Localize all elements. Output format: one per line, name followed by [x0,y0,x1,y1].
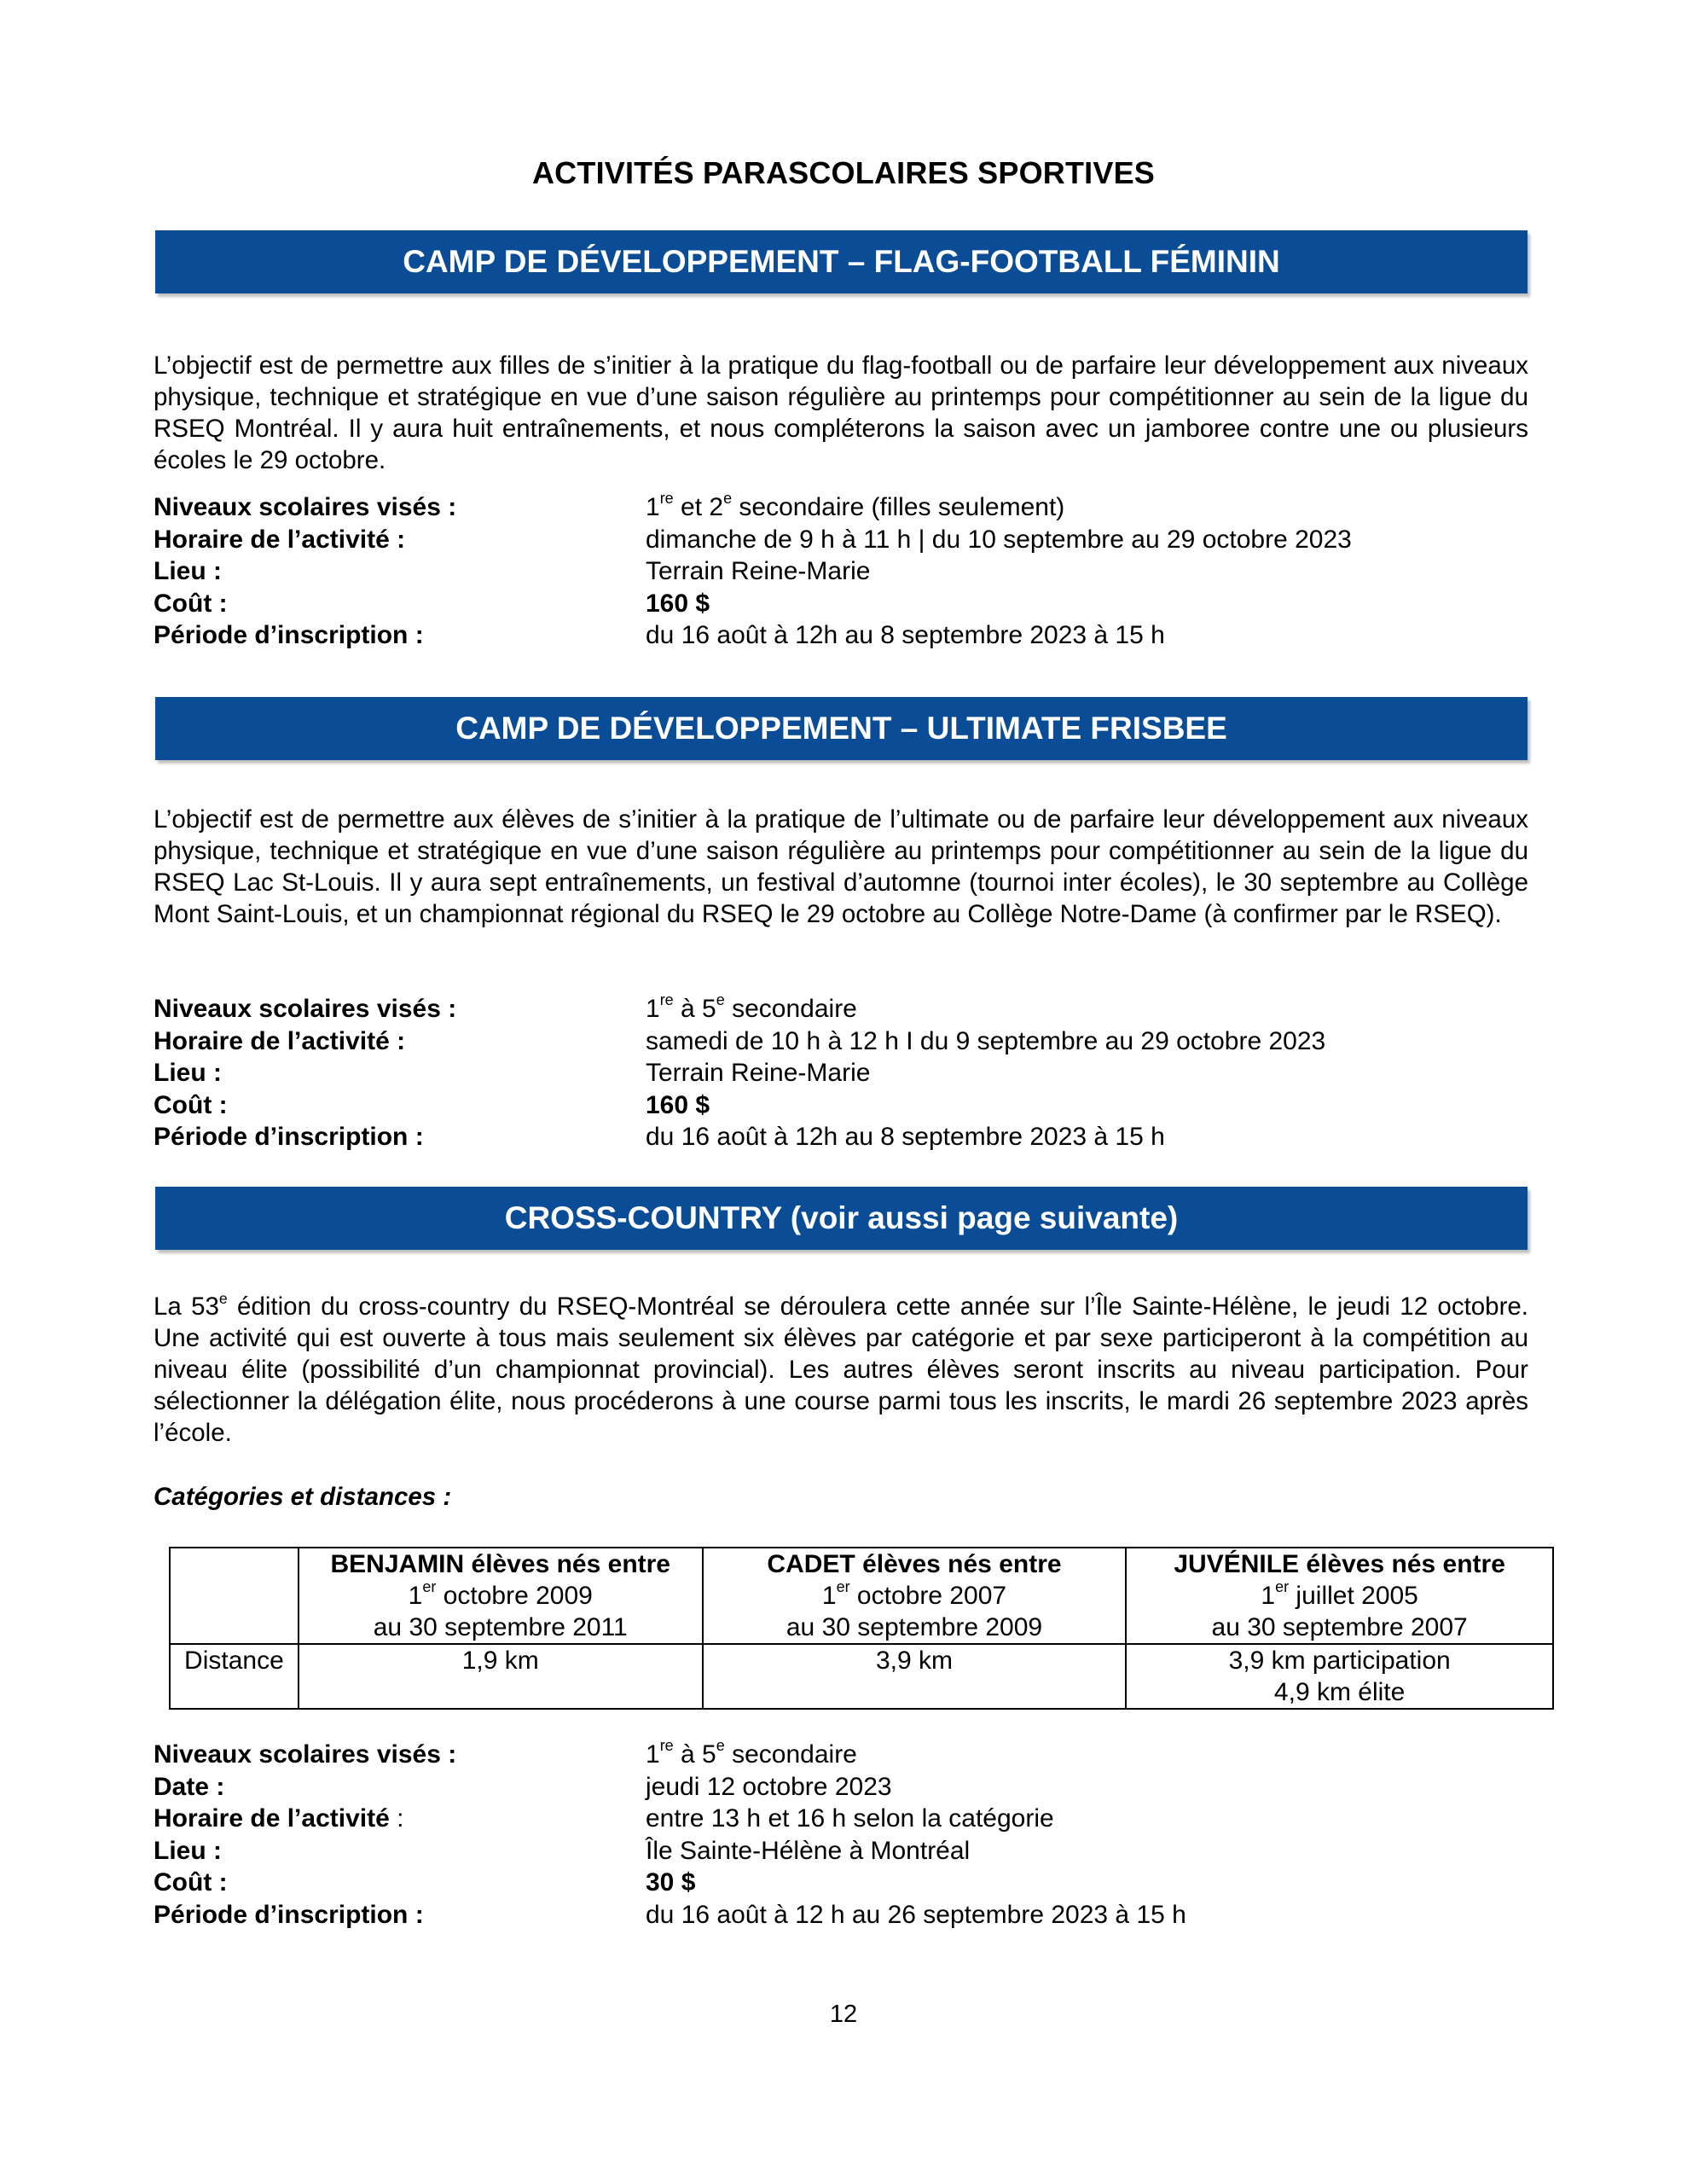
table-header-juvenile: JUVÉNILE élèves nés entre 1er juillet 2005 au 30 septembre 2007 [1126,1548,1553,1644]
detail-row-registration [154,1121,1528,1153]
detail-row-registration [154,1899,1528,1931]
table-cell-benjamin-distance: 1,9 km [299,1644,703,1709]
section-description: L’objectif est de permettre aux élèves de s’initier à la pratique de l’ultimate ou de parfaire leur développement aux niveaux physique, technique et stratégique en vue d’une saison régulière au printemps pour compétitionner au sein de la ligue du RSEQ Lac St-Louis. Il y aura sept entraînements, un festival d’automne (tournoi inter écoles), le 30 septembre au Collège Mont Saint-Louis, et un championnat régional du RSEQ le 29 octobre au Collège Notre-Dame (à confirmer par le RSEQ). [154,805,1528,928]
detail-label: Horaire de l’activité : [154,1804,404,1833]
detail-row-levels [154,491,1528,524]
section-heading: CAMP DE DÉVELOPPEMENT – ULTIMATE FRISBEE [455,711,1227,746]
page-number: 12 [829,2001,858,2028]
detail-value: 160 $ [646,589,710,618]
section-banner-ultimate-frisbee [155,697,1528,760]
table-header-benjamin: BENJAMIN élèves nés entre 1er octobre 2009 au 30 septembre 2011 [299,1548,703,1644]
detail-row-location [154,1057,1528,1089]
table-cell-juvenile-distance: 3,9 km participation 4,9 km élite [1126,1644,1553,1709]
detail-row-date [154,1771,1528,1804]
detail-value: 160 $ [646,1090,710,1119]
details-list-flag-football [154,491,1528,652]
table-cell-distance-label: Distance [170,1644,299,1709]
detail-value: 30 $ [646,1868,696,1896]
detail-value: 1re à 5e secondaire [646,1737,857,1769]
detail-value: Terrain Reine-Marie [646,557,871,585]
detail-value: samedi de 10 h à 12 h I du 9 septembre au 29 octobre 2023 [646,1026,1326,1055]
detail-value: 1re à 5e secondaire [646,991,857,1023]
detail-row-location [154,1835,1528,1867]
detail-label: Lieu : [154,1836,222,1865]
detail-label: Coût : [154,1868,228,1896]
table-header-cadet: CADET élèves nés entre 1er octobre 2007 au 30 septembre 2009 [703,1548,1127,1644]
table-cell-empty [170,1548,299,1644]
categories-table [169,1547,1554,1710]
detail-row-cost [154,1089,1528,1122]
detail-row-cost [154,588,1528,620]
categories-heading: Catégories et distances : [154,1483,452,1511]
section-heading: CAMP DE DÉVELOPPEMENT – FLAG-FOOTBALL FÉMININ [403,244,1280,279]
detail-label: Horaire de l’activité : [154,1026,406,1055]
detail-value: 1re et 2e secondaire (filles seulement) [646,490,1065,521]
detail-label: Niveaux scolaires visés : [154,995,457,1023]
details-list-cross-country [154,1739,1528,1931]
detail-label: Horaire de l’activité : [154,525,406,554]
detail-label: Lieu : [154,1059,222,1087]
section-banner-flag-football [155,230,1528,293]
detail-value: Terrain Reine-Marie [646,1059,871,1087]
section-description: L’objectif est de permettre aux filles de s’initier à la pratique du flag-football ou de parfaire leur développement aux niveaux physique, technique et stratégique en vue d’une saison régulière au printemps pour compétitionner au sein de la ligue du RSEQ Montréal. Il y aura huit entraînements, et nous compléterons la saison avec un jamboree contre une ou plusieurs écoles le 29 octobre. [154,351,1528,474]
detail-label: Coût : [154,589,228,618]
detail-row-levels [154,993,1528,1025]
detail-label: Niveaux scolaires visés : [154,1740,457,1769]
detail-value: du 16 août à 12h au 8 septembre 2023 à 15 h [646,621,1165,649]
detail-label: Période d’inscription : [154,621,424,649]
detail-value: Île Sainte-Hélène à Montréal [646,1836,971,1865]
detail-value: du 16 août à 12h au 8 septembre 2023 à 15 h [646,1123,1165,1151]
detail-value: entre 13 h et 16 h selon la catégorie [646,1804,1054,1833]
detail-row-registration [154,619,1528,652]
detail-row-location [154,555,1528,588]
table-row [170,1644,1553,1709]
detail-value: dimanche de 9 h à 11 h | du 10 septembre au 29 octobre 2023 [646,525,1352,554]
table-cell-cadet-distance: 3,9 km [703,1644,1127,1709]
detail-row-schedule [154,524,1528,556]
section-description: La 53e édition du cross-country du RSEQ-Montréal se déroulera cette année sur l’Île Sainte-Hélène, le jeudi 12 octobre. Une activité qui est ouverte à tous mais seulement six élèves par catégorie et par sexe participeront à la compétition au niveau élite (possibilité d’un championnat provincial). Les autres élèves seront inscrits au niveau participation. Pour sélectionner la délégation élite, nous procéderons à une course parmi tous les inscrits, le mardi 26 septembre 2023 après l’école. [154,1289,1528,1447]
detail-row-levels [154,1739,1528,1771]
detail-row-schedule [154,1025,1528,1058]
detail-label: Lieu : [154,557,222,585]
detail-label: Période d’inscription : [154,1123,424,1151]
section-banner-cross-country [155,1187,1528,1250]
detail-value: du 16 août à 12 h au 26 septembre 2023 à 15 h [646,1900,1186,1929]
page-title: ACTIVITÉS PARASCOLAIRES SPORTIVES [531,155,1156,190]
detail-label: Coût : [154,1090,228,1119]
table-row [170,1548,1553,1644]
detail-label: Niveaux scolaires visés : [154,493,457,521]
detail-row-schedule [154,1803,1528,1835]
detail-row-cost [154,1867,1528,1899]
details-list-ultimate-frisbee [154,993,1528,1153]
detail-label: Date : [154,1772,225,1801]
detail-label: Période d’inscription : [154,1900,424,1929]
detail-value: jeudi 12 octobre 2023 [646,1772,892,1801]
section-heading: CROSS-COUNTRY (voir aussi page suivante) [504,1200,1179,1235]
